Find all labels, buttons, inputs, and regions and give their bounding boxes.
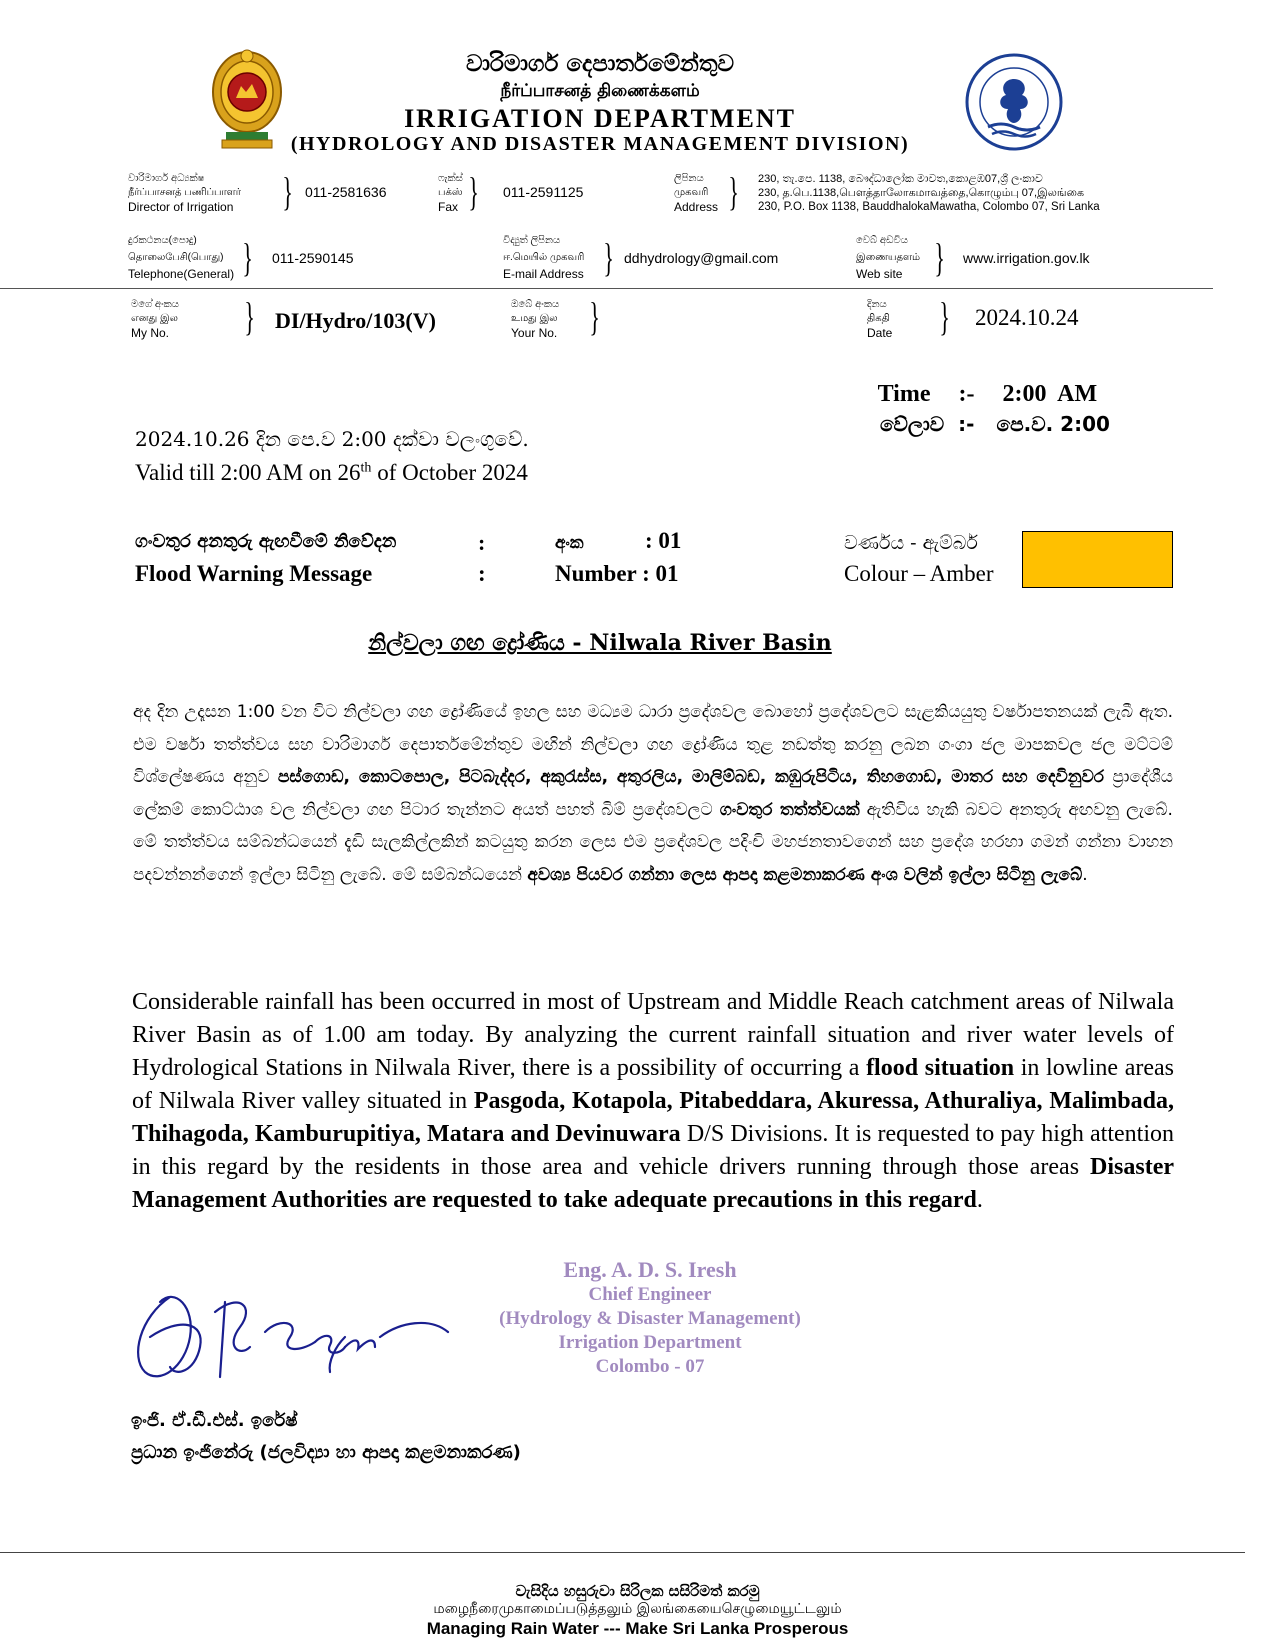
signer-title-si: ප්‍රධාන ඉංජිනේරු (ජලවිද්‍යා හා ආපදා කළමනාකරණ) <box>131 1442 521 1463</box>
footer-ta: மழைநீரைமுகாமைப்படுத்தலும் இலங்கையைசெழுமையூட்டலும் <box>433 1601 842 1617</box>
official-stamp <box>450 1257 850 1379</box>
brace: } <box>934 235 945 280</box>
header-division: (HYDROLOGY AND DISASTER MANAGEMENT DIVISION) <box>290 133 910 155</box>
email-label: විද්‍යුත් ලිපිනය ஈ.மெயில் முகவரி E-mail Address <box>503 235 585 281</box>
my-no-label: මගේ අංකය எனது இல My No. <box>131 299 179 340</box>
stamp-name: Eng. A. D. S. Iresh <box>563 1257 737 1282</box>
colour-label-en: Colour – Amber <box>844 561 994 586</box>
telephone-number: 011-2590145 <box>272 250 354 266</box>
header-title-en: IRRIGATION DEPARTMENT <box>404 104 796 133</box>
body-paragraph-si: අද දින උදෑසන 1:00 වන විට නිල්වලා ගඟ ද්‍රෝණියේ ඉහල සහ මධ්‍යම ධාරා ප්‍රදේශවල බොහෝ ප්‍රදේශවලට සැළකියයුතු වර්ෂාපතනයක් ලැබී ඇත. එම වර්ෂා තත්ත්වය සහ වාරිමාර්ග දෙපාර්තමේන්තුව මඟින් නිල්වලා ගඟ ද්‍රෝණිය තුළ නඩත්තු කරනු ලබන ගංගා ජල මාපකවල ජල මට්ටම් විශ්ලේෂණය අනුව පස්ගොඩ, කොටපොල, පිටබැද්දර, අකුරැස්ස, අතුරලිය, මාලිම්බඩ, කඹුරුපිටිය, තිහගොඩ, මාතර සහ දෙවිනුවර ප්‍රාදේශීය ලේකම් කොට්ඨාශ වල නිල්වලා ගඟ පිටාර තැන්නට අයත් පහත් බිම් ප්‍රදේශවලට ගංවතුර තත්ත්වයක් ඇතිවිය හැකි බවට අනතුරු අඟවනු ලැබේ. මේ තත්ත්වය සම්බන්ධයෙන් දැඩි සැලකිල්ලකින් කටයුතු කරන ලෙස එම ප්‍රදේශවල පදිංචි මහජනතාවගෙන් සහ ප්‍රදේශ හරහා ගමන් ගන්නා වාහන පදවන්නන්ගෙන් ඉල්ලා සිටිනු ලැබේ. මේ සම්බන්ධයෙන් අවශ්‍ය පියවර ගන්නා ලෙස ආපදා කළමනාකරණ අංශ වලින් ඉල්ලා සිටිනු ලැබේ. <box>133 702 1174 885</box>
my-no-value: DI/Hydro/103(V) <box>275 308 436 333</box>
address-lines: 230, තැ.පෙ. 1138, බෞද්ධාලෝක මාවත,කොළඹ07,ශ්‍රී ලංකාව 230, த.பெ.1138,பௌத்தாலோகமாவத்தை,கொழும்பு 07,இலங்கை 230, P.O. Box 1138, BauddhalokaMawatha, Colombo 07, Sri Lanka <box>758 173 1100 213</box>
brace: } <box>282 169 293 214</box>
header-title-ta: நீர்ப்பாசனத் திணைக்களம் <box>500 81 700 101</box>
stamp-city: Colombo - 07 <box>595 1356 705 1377</box>
stamp-division: (Hydrology & Disaster Management) <box>499 1308 801 1329</box>
brace: } <box>242 235 253 280</box>
email-address[interactable]: ddhydrology@gmail.com <box>624 250 779 266</box>
validity-en: Valid till 2:00 AM on 26th of October 2024 <box>135 460 528 485</box>
website-url[interactable]: www.irrigation.gov.lk <box>963 250 1090 266</box>
validity-si: 2024.10.26 දින පෙ.ව 2:00 දක්වා වලංගුවේ. <box>135 427 529 451</box>
body-paragraph-en: Considerable rainfall has been occurred in most of Upstream and Middle Reach catchment areas of Nilwala River Basin as of 1.00 am today. By analyzing the current rainfall situation and river water levels of Hydrological Stations in Nilwala River, there is a possibility of occurring a flood situation in lowline areas of Nilwala River valley situated in Pasgoda, Kotapola, Pitabeddara, Akuressa, Athuraliya, Malimbada, Thihagoda, Kamburupitiya, Matara and Devinuwara D/S Divisions. It is requested to pay high attention in this regard by the residents in those area and vehicle drivers running through those areas Disaster Management Authorities are requested to take adequate precautions in this regard. <box>132 989 1175 1213</box>
warning-colon-en: : <box>478 561 486 586</box>
colour-label-si: වර්ණය - ඇම්බර් <box>844 532 978 554</box>
your-no-label: ඔබේ අංකය உமது இல Your No. <box>511 299 560 340</box>
website-label: වෙබ් අඩවිය இணையதளம் Web site <box>856 235 921 281</box>
stamp-dept: Irrigation Department <box>558 1332 742 1353</box>
footer-si: වැසිදිය හසුරුවා සිරිලක සසිරිමත් කරමු <box>515 1582 760 1600</box>
brace: } <box>468 169 479 214</box>
header-title-si: වාරිමාර්ග දෙපාර්තමේන්තුව <box>465 51 735 77</box>
brace: } <box>589 294 600 339</box>
amber-colour-swatch <box>1022 531 1173 588</box>
header-divider <box>0 288 1213 289</box>
brace: } <box>603 235 614 280</box>
fax-label: ෆැක්ස් பக்ஸ் Fax <box>438 173 463 214</box>
footer-divider <box>0 1552 1245 1553</box>
brace: } <box>939 294 950 339</box>
time-si-row: වේලාව :- පෙ.ව. 2:00 <box>879 412 1110 436</box>
number-label-si: අංක <box>555 533 584 553</box>
warning-colon-si: : <box>478 530 486 555</box>
brace: } <box>728 169 739 214</box>
stamp-title: Chief Engineer <box>588 1284 712 1305</box>
date-value: 2024.10.24 <box>975 305 1079 330</box>
fax-number: 011-2591125 <box>503 184 584 200</box>
director-phone: 011-2581636 <box>305 184 387 200</box>
number-value-si: : 01 <box>645 528 682 553</box>
number-en: Number : 01 <box>555 561 679 586</box>
signer-name-si: ඉංජි. ඒ.ඩී.එස්. ඉරේෂ් <box>131 1410 298 1431</box>
basin-title: නිල්වලා ගඟ ද්‍රෝණිය - Nilwala River Basin <box>368 630 832 656</box>
warning-label-si: ගංවතුර අනතුරු ඇඟවීමේ නිවේදන <box>135 531 397 552</box>
director-label: වාරිමාර්ග අධ්‍යක්ෂ நீர்ப்பாசனத் பணிப்பாளர் Director of Irrigation <box>128 173 241 214</box>
signature <box>130 1277 450 1387</box>
irrigation-department-emblem-icon <box>964 51 1064 153</box>
time-en-row: Time :- 2:00 AM <box>877 381 1098 407</box>
warning-label-en: Flood Warning Message <box>135 561 373 586</box>
footer-en: Managing Rain Water --- Make Sri Lanka Prosperous <box>426 1619 849 1638</box>
date-label: දිනය திகதி Date <box>867 299 893 340</box>
address-label: ලිපිනය முகவரி Address <box>674 173 719 214</box>
brace: } <box>244 294 255 339</box>
telephone-label: දුරකථනය(පොදු) தொலைபேசி(பொது) Telephone(General) <box>128 235 235 281</box>
